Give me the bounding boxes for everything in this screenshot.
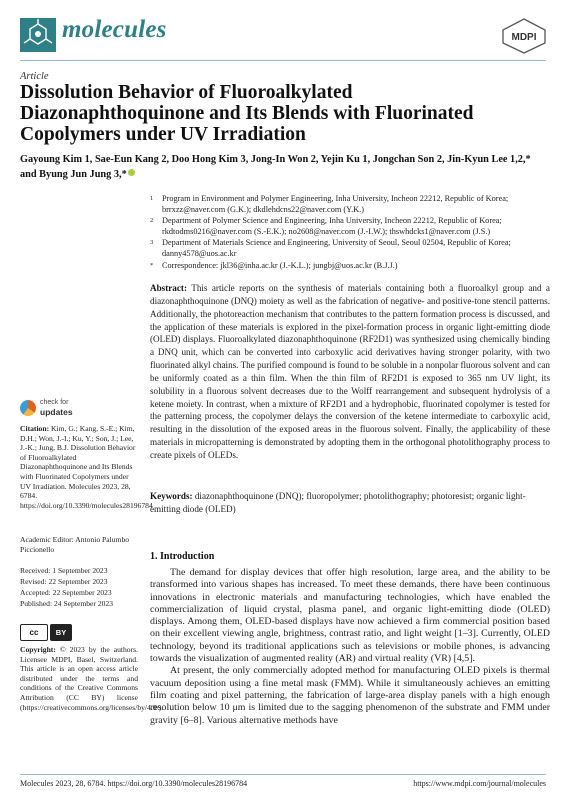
editor-name: Antonio Palumbo Piccionello xyxy=(20,535,130,554)
mdpi-logo-icon xyxy=(502,18,546,54)
section-heading: 1. Introduction xyxy=(150,551,215,562)
citation xyxy=(20,424,153,510)
copyright-text: © 2023 by the authors. Licensee MDPI, Basel, Switzerland. This article is an open access article distributed under the terms and conditions of the Creative Commons Attribution (CC BY) license (https://creativecommons.org/licenses/by/4.0/). xyxy=(20,645,164,712)
footer-rule xyxy=(20,774,546,775)
affiliation-text: Correspondence: jkl36@inha.ac.kr (J.-K.L.); jungbj@uos.ac.kr (B.J.J.) xyxy=(162,261,398,270)
article-type: Article xyxy=(20,71,49,82)
affiliation-text: Department of Polymer Science and Engineering, Inha University, Incheon 22212, Republic of Korea; rkdtodms0216@naver.com (S.-E.K.); no2608@naver.com (J.-I.W.); thswhdcks1@naver.com (J.S.) xyxy=(162,216,502,236)
mdpi-wordmark: MDPI xyxy=(511,32,537,43)
affiliation-text: Program in Environment and Polymer Engineering, Inha University, Incheon 22212, Republic of Korea; brrxzz@naver.com (G.K.); dkdlehdcns22@naver.com (Y.K.) xyxy=(162,194,509,214)
academic-editor xyxy=(20,535,138,554)
check-for-updates-line-1: check for xyxy=(40,399,69,406)
intro-paragraph-2: At present, the only commercially adopted method for manufacturing OLED pixels is thermal vacuum deposition using a fine metal mask (FMM). While it simultaneously achieves an emitting film coating and pixel patterning, the fabrication of large-area display panels with a high enough resolution below 10 μm is limited due to the sagging phenomenon of the substrate and FMM under gravity [6–8]. Various alternative methods have xyxy=(150,665,550,726)
keywords-text: diazonaphthoquinone (DNQ); fluoropolymer; photolithography; photoresist; organic light-emitting diode (OLED) xyxy=(150,491,526,514)
affiliation-text: Department of Materials Science and Engineering, University of Seoul, Seoul 02504, Republic of Korea; danny4578@uos.ac.kr xyxy=(162,238,511,258)
cc-by-icon[interactable]: BY xyxy=(50,624,72,641)
journal-name: molecules xyxy=(62,16,167,43)
check-for-updates-button[interactable] xyxy=(20,398,90,420)
affiliation-number: 3 xyxy=(150,239,154,246)
authors-line-2: and Byung Jun Jung 3,* xyxy=(20,169,127,180)
author-list xyxy=(20,152,550,182)
received-date: Received: 1 September 2023 xyxy=(20,566,108,575)
cc-license-icon[interactable]: cc xyxy=(20,624,48,641)
keywords-label: Keywords: xyxy=(150,491,193,501)
introduction-body xyxy=(150,567,550,727)
check-for-updates-line-2: updates xyxy=(40,407,73,417)
citation-text: Kim, G.; Kang, S.-E.; Kim, D.H.; Won, J.-I.; Ku, Y.; Son, J.; Lee, J.-K.; Jung, B.J. Dissolution Behavior of Fluoroalkylated Diazonaphthoquinone and Its Blends with Fluorinated Copolymers under UV Irradiation. Molecules 2023, 28, 6784. https://doi.org/10.3390/molecules28196784 xyxy=(20,424,153,510)
affiliation-number: 1 xyxy=(150,195,154,202)
abstract xyxy=(150,282,550,462)
abstract-text: This article reports on the synthesis of materials containing both a fluoroalkyl group and a diazonaphthoquinone (DNQ) moiety as well as the fabrication of negative- and positive-tone stencil patterns. Additionally, the photoreaction mechanism that contributes to the pattern formation process is discussed, and the application of these materials is explored in the pixel-formation process in organic light-emitting diode (OLED) displays. Fluoroalkylated diazonaphthoquinone (RF2D1) was synthesized using chemically binding a DNQ unit, which can be converted into carboxylic acid derivatives having stronger polarity, with two fluorinated alkyl chains. The purified compound is found to be soluble in a nonpolar fluorous solvent and can be uniformly coated as a thin film. When the thin film of RF2D1 is exposed to 365 nm UV light, its solubility in a fluorous solvent decreases due to the Wolff rearrangement and subsequent hydrolysis of a ketene moiety. In contrast, when a mixture of RF2D1 and a hydrophobic, fluorinated copolymer is tested for the patterning process, the copolymer delays the conversion of the ketene intermediate to carboxylic acid, resulting in the dissolution of the exposed areas in the fluorous solvent. Finally, the applicability of these materials in micropatterning is demonstrated by adopting them in the orthogonal photolithography process to create pixels of OLEDs. xyxy=(150,283,550,460)
editor-label: Academic Editor: xyxy=(20,535,74,544)
article-title: Dissolution Behavior of Fluoroalkylated Diazonaphthoquinone and Its Blends with Fluorinated Copolymers under UV Irradiation xyxy=(20,82,474,145)
authors-line-1: Gayoung Kim 1, Sae-Eun Kang 2, Doo Hong Kim 3, Jong-In Won 2, Yejin Ku 1, Jongchan Son 2, Jin-Kyun Lee 1,2,* xyxy=(20,154,531,165)
affiliation-number: 2 xyxy=(150,217,154,224)
copyright-notice xyxy=(20,645,164,712)
affiliation-number: * xyxy=(150,262,154,269)
abstract-label: Abstract: xyxy=(150,283,187,293)
footer-journal-link[interactable]: https://www.mdpi.com/journal/molecules xyxy=(413,779,546,788)
footer-citation: Molecules 2023, 28, 6784. https://doi.org/10.3390/molecules28196784 xyxy=(20,779,248,788)
accepted-date: Accepted: 22 September 2023 xyxy=(20,588,112,597)
mdpi-logo xyxy=(502,18,546,54)
intro-paragraph-1: The demand for display devices that offer high resolution, large area, and the ability to be transformed into various shapes has increased. To meet these demands, there have been continuous innovations in electronic materials and manufacturing technologies, which have enabled the commercialization of liquid crystal, plasma panel, and organic light-emitting diode (OLED) displays. Among them, OLED-based displays have now achieved a firm commercial position based on their excellent viewing angle, brightness, contrast ratio, and light weight [1–3]. Currently, OLED technology, beyond its traditional applications such as televisions or mobile phones, is advancing towards the visualization of augmented reality (AR) and virtual reality (VR) [4,5]. xyxy=(150,567,550,665)
molecules-logo-icon xyxy=(20,18,56,52)
revised-date: Revised: 22 September 2023 xyxy=(20,577,108,586)
header-rule xyxy=(20,60,546,61)
orcid-icon[interactable] xyxy=(128,169,135,176)
citation-label: Citation: xyxy=(20,424,50,433)
check-for-updates-icon xyxy=(20,400,36,416)
keywords xyxy=(150,490,550,516)
published-date: Published: 24 September 2023 xyxy=(20,599,114,608)
copyright-label: Copyright: xyxy=(20,645,56,654)
